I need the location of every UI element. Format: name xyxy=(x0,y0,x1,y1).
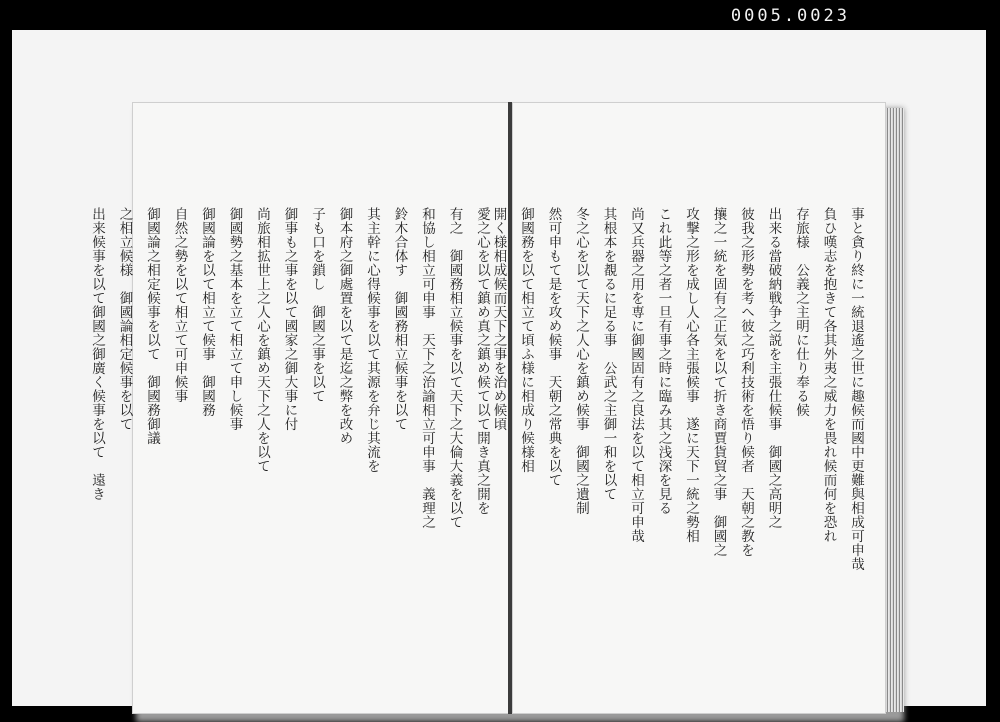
text-column: 御國勢之基本を立て相立て申し候事 xyxy=(226,207,243,431)
scan-background xyxy=(12,30,986,706)
open-book xyxy=(89,102,905,720)
text-column: 負ひ嘆志を抱きて各其外夷之威力を畏れ候而何を恐れ xyxy=(820,207,837,543)
page-edges xyxy=(886,108,904,712)
text-column: 御國論之相定候事を以て 御國務御議 xyxy=(144,207,160,445)
text-column: 御事も之事を以て國家之御大事に付 xyxy=(281,207,298,431)
text-column: 自然之勢を以て相立て可申候事 xyxy=(171,207,188,403)
text-column: 子も口を鎖し 御國之事を以て xyxy=(309,207,325,403)
text-column: 存旅様 公義之主明に仕り奉る候 xyxy=(793,207,809,417)
left-page xyxy=(89,102,510,714)
text-column: 和協し相立可申事 天下之治諭相立可申事 義理之 xyxy=(419,207,435,529)
text-column: 冬之心を以て天下之人心を鎮め候事 御國之遺制 xyxy=(573,207,589,515)
text-column: 鈴木合体す 御國務相立候事を以て xyxy=(391,207,408,431)
text-column: 其主幹に心得候事を以て其源を弁じ其流を xyxy=(364,207,380,473)
right-page-text xyxy=(490,207,869,677)
text-column: 尚又兵器之用を専に御國固有之良法を以て相立可申哉 xyxy=(628,207,644,543)
text-column: 開く様相成候而天下之事を治め候頃 xyxy=(490,207,507,431)
text-column: 彼我之形勢を考へ彼之巧利技術を悟り候者 天朝之教を xyxy=(738,207,754,557)
text-column: 御國務を以て相立て頃ふ様に相成り候様相 xyxy=(518,207,534,473)
left-page-text xyxy=(89,207,495,677)
text-column: これ此等之者一旦有事之時に臨み其之浅深を見る xyxy=(655,207,672,515)
frame-number: 0005.0023 xyxy=(730,6,850,26)
text-column: 尚旅相拡世上之人心を鎮め天下之人を以て xyxy=(254,207,270,473)
text-column: 攘之一統を固有之正気を以て折き商賈貨貿之事 御國之 xyxy=(710,207,727,557)
right-page xyxy=(490,102,886,714)
text-column: 出来候事を以て御國之御廣く候事を以て 遠き xyxy=(89,207,105,501)
text-column: 御本府之御處置を以て是迄之弊を改め xyxy=(336,207,353,445)
text-column: 其根本を覩るに足る事 公武之主御一和を以て xyxy=(600,207,617,501)
text-column: 之相立候様 御國論相定候事を以て xyxy=(116,207,133,431)
text-column: 然可申もて是を攻め候事 天朝之常典を以て xyxy=(545,207,562,487)
text-column: 有之 御國務相立候事を以て天下之大倫大義を以て xyxy=(446,207,463,529)
text-column: 愛之心を以て鎮め真之鎮め候て以て開き真之開を xyxy=(474,207,490,515)
text-column: 御國論を以て相立て候事 御國務 xyxy=(199,207,215,417)
text-column: 攻撃之形を成し人心各主張候事 遂に天下一統之勢相 xyxy=(683,207,699,543)
text-column: 事と貪り終に一統退遙之世に趣候而國中更難與相成可申哉 xyxy=(848,207,864,571)
text-column: 出来る當破納戦争之説を主張仕候事 御國之高明之 xyxy=(765,207,782,529)
